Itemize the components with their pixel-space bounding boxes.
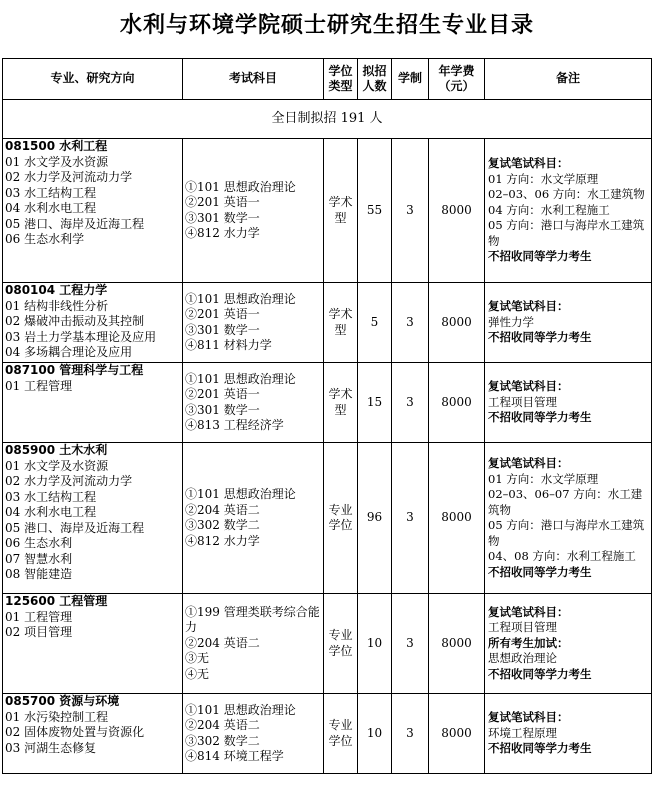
research-direction: 01 水文学及水资源	[5, 154, 109, 169]
exam-subject: ②201 英语一	[185, 195, 260, 209]
section-row	[3, 100, 652, 139]
quota: 10	[358, 694, 392, 774]
program-catalog-table	[2, 58, 652, 774]
exam-subject: ②204 英语二	[185, 502, 260, 517]
annual-fee: 8000	[429, 363, 485, 443]
header-major: 专业、研究方向	[3, 59, 183, 100]
research-direction: 03 河湖生态修复	[5, 740, 97, 755]
degree-type: 学术型	[324, 283, 358, 363]
research-direction: 02 固体废物处置与资源化	[5, 725, 145, 739]
notes-cell	[485, 283, 652, 363]
exam-subject: ④812 水力学	[185, 533, 260, 548]
major-code: 080104 工程力学	[5, 283, 108, 297]
program-row	[3, 694, 652, 774]
research-direction: 01 结构非线性分析	[5, 298, 109, 313]
degree-type: 专业学位	[324, 594, 358, 694]
exam-subject: ①101 思想政治理论	[185, 179, 296, 194]
notes-line: 环境工程原理	[488, 725, 557, 740]
major-cell	[3, 363, 183, 443]
notes-cell	[485, 694, 652, 774]
notes-line: 05 方向：港口与海岸水工建筑物	[488, 518, 645, 548]
exam-subject: ④813 工程经济学	[185, 418, 284, 432]
degree-type: 专业学位	[324, 443, 358, 594]
exam-subject: ③301 数学一	[185, 402, 260, 417]
annual-fee: 8000	[429, 443, 485, 594]
exam-subject: ③302 数学二	[185, 733, 260, 748]
duration: 3	[392, 363, 429, 443]
notes-restriction: 不招收同等学力考生	[488, 564, 592, 579]
notes-line: 05 方向：港口与海岸水工建筑物	[488, 218, 645, 248]
quota: 15	[358, 363, 392, 443]
notes-restriction: 不招收同等学力考生	[488, 410, 592, 425]
exam-subjects-cell	[183, 694, 324, 774]
header-notes: 备注	[485, 59, 652, 100]
program-row	[3, 594, 652, 694]
exam-subject: ③无	[185, 651, 210, 666]
exam-subject: ①199 管理类联考综合能力	[185, 604, 320, 635]
page-title: 水利与环境学院硕士研究生招生专业目录	[119, 13, 534, 38]
major-code: 087100 管理科学与工程	[5, 363, 144, 377]
research-direction: 04 多场耦合理论及应用	[5, 345, 133, 359]
notes-title: 复试笔试科目：	[488, 456, 569, 470]
research-direction: 05 港口、海岸及近海工程	[5, 520, 145, 535]
major-cell	[3, 594, 183, 694]
program-row	[3, 283, 652, 363]
major-cell	[3, 694, 183, 774]
exam-subject: ④812 水力学	[185, 226, 260, 240]
header-row	[3, 59, 652, 100]
section-label: 全日制拟招 191 人	[3, 100, 652, 139]
notes-line: 工程项目管理	[488, 620, 557, 635]
research-direction: 03 岩土力学基本理论及应用	[5, 329, 157, 344]
exam-subject: ②204 英语二	[185, 635, 260, 650]
exam-subject: ①101 思想政治理论	[185, 487, 296, 501]
notes-line: 弹性力学	[488, 314, 534, 329]
annual-fee: 8000	[429, 139, 485, 283]
research-direction: 01 水文学及水资源	[5, 458, 109, 473]
major-code: 085900 土木水利	[5, 443, 108, 457]
research-direction: 04 水利水电工程	[5, 505, 97, 519]
notes-line: 02–03、06 方向：水工建筑物	[488, 187, 645, 202]
research-direction: 08 智能建造	[5, 567, 73, 581]
duration: 3	[392, 443, 429, 594]
quota: 5	[358, 283, 392, 363]
quota: 10	[358, 594, 392, 694]
exam-subject: ④811 材料力学	[185, 338, 272, 352]
program-row	[3, 443, 652, 594]
exam-subject: ②201 英语一	[185, 387, 260, 401]
notes-extra-line: 思想政治理论	[488, 651, 557, 666]
research-direction: 02 水力学及河流动力学	[5, 170, 133, 184]
notes-cell	[485, 139, 652, 283]
exam-subjects-cell	[183, 363, 324, 443]
notes-restriction: 不招收同等学力考生	[488, 741, 592, 756]
program-row	[3, 139, 652, 283]
research-direction: 02 水力学及河流动力学	[5, 474, 133, 488]
quota: 96	[358, 443, 392, 594]
exam-subjects-cell	[183, 283, 324, 363]
notes-restriction: 不招收同等学力考生	[488, 330, 592, 345]
research-direction: 05 港口、海岸及近海工程	[5, 216, 145, 231]
quota: 55	[358, 139, 392, 283]
major-cell	[3, 139, 183, 283]
notes-cell	[485, 443, 652, 594]
research-direction: 03 水工结构工程	[5, 185, 97, 200]
research-direction: 06 生态水利学	[5, 232, 85, 246]
research-direction: 01 工程管理	[5, 609, 73, 624]
research-direction: 01 水污染控制工程	[5, 709, 109, 724]
exam-subject: ④无	[185, 666, 210, 681]
research-direction: 03 水工结构工程	[5, 489, 97, 504]
notes-extra-title: 所有考生加试：	[488, 635, 569, 650]
notes-title: 复试笔试科目：	[488, 156, 569, 171]
exam-subject: ④814 环境工程学	[185, 749, 284, 763]
annual-fee: 8000	[429, 694, 485, 774]
header-fee: 年学费（元）	[429, 59, 485, 100]
exam-subjects-cell	[183, 139, 324, 283]
program-row	[3, 363, 652, 443]
header-degree-type: 学位类型	[324, 59, 358, 100]
research-direction: 02 项目管理	[5, 625, 73, 639]
header-quota: 拟招人数	[358, 59, 392, 100]
research-direction: 01 工程管理	[5, 378, 73, 393]
notes-line: 04 方向：水利工程施工	[488, 202, 610, 217]
notes-line: 04、08 方向：水利工程施工	[488, 549, 636, 563]
notes-line: 01 方向：水文学原理	[488, 471, 599, 486]
notes-line: 02–03、06–07 方向：水工建筑物	[488, 487, 643, 517]
major-code: 085700 资源与环境	[5, 694, 120, 708]
annual-fee: 8000	[429, 283, 485, 363]
notes-title: 复试笔试科目：	[488, 710, 569, 725]
exam-subjects-cell	[183, 443, 324, 594]
exam-subject: ①101 思想政治理论	[185, 371, 296, 386]
exam-subject: ③302 数学二	[185, 518, 260, 532]
notes-line: 工程项目管理	[488, 394, 557, 409]
notes-title: 复试笔试科目：	[488, 379, 569, 394]
degree-type: 学术型	[324, 139, 358, 283]
major-code: 081500 水利工程	[5, 139, 108, 153]
research-direction: 02 爆破冲击振动及其控制	[5, 314, 145, 328]
notes-cell	[485, 594, 652, 694]
exam-subject: ③301 数学一	[185, 210, 260, 225]
notes-restriction: 不招收同等学力考生	[488, 666, 592, 681]
notes-line: 01 方向：水文学原理	[488, 171, 599, 186]
major-cell	[3, 283, 183, 363]
duration: 3	[392, 139, 429, 283]
exam-subjects-cell	[183, 594, 324, 694]
research-direction: 07 智慧水利	[5, 551, 73, 566]
research-direction: 04 水利水电工程	[5, 201, 97, 215]
duration: 3	[392, 594, 429, 694]
annual-fee: 8000	[429, 594, 485, 694]
duration: 3	[392, 283, 429, 363]
duration: 3	[392, 694, 429, 774]
notes-restriction: 不招收同等学力考生	[488, 249, 592, 264]
research-direction: 06 生态水利	[5, 536, 73, 550]
exam-subject: ①101 思想政治理论	[185, 702, 296, 717]
degree-type: 学术型	[324, 363, 358, 443]
exam-subject: ②201 英语一	[185, 307, 260, 321]
exam-subject: ②204 英语二	[185, 718, 260, 732]
exam-subject: ①101 思想政治理论	[185, 291, 296, 306]
degree-type: 专业学位	[324, 694, 358, 774]
notes-title: 复试笔试科目：	[488, 604, 569, 619]
exam-subject: ③301 数学一	[185, 322, 260, 337]
major-cell	[3, 443, 183, 594]
header-duration: 学制	[392, 59, 429, 100]
notes-cell	[485, 363, 652, 443]
notes-title: 复试笔试科目：	[488, 299, 569, 314]
major-code: 125600 工程管理	[5, 594, 108, 608]
header-exam: 考试科目	[183, 59, 324, 100]
